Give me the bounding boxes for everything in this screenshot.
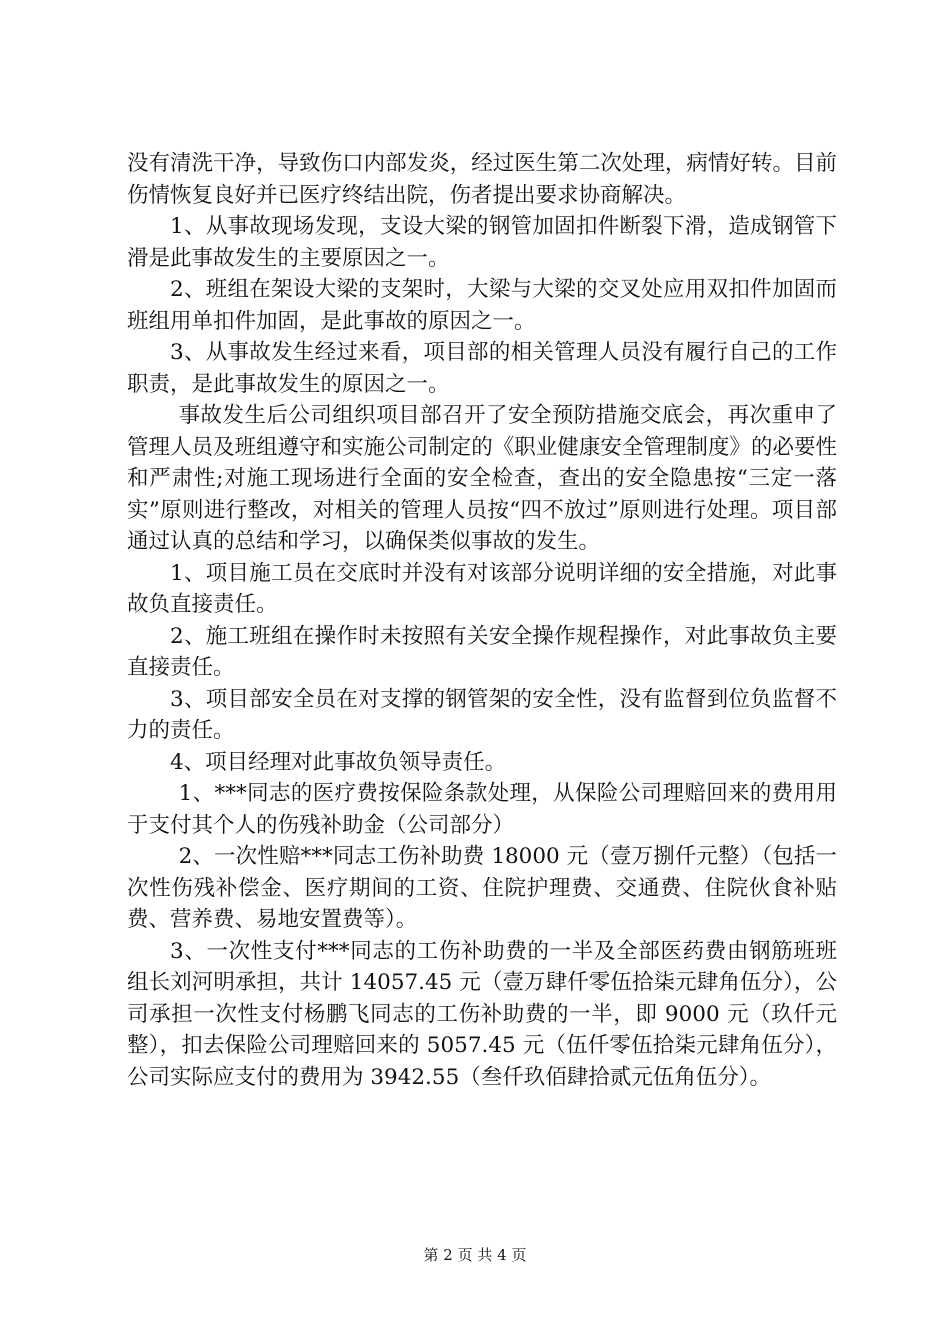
paragraph: 1、***同志的医疗费按保险条款处理，从保险公司理赔回来的费用用于支付其个人的伤残补助金（公司部分） <box>127 781 837 838</box>
page-number-label: 第 2 页 共 4 页 <box>423 1246 527 1264</box>
paragraph: 2、班组在架设大梁的支架时，大梁与大梁的交叉处应用双扣件加固而班组用单扣件加固，是此事故的原因之一。 <box>127 277 837 334</box>
paragraph: 4、项目经理对此事故负领导责任。 <box>170 749 507 775</box>
paragraph: 3、从事故发生经过来看，项目部的相关管理人员没有履行自己的工作职责，是此事故发生的原因之一。 <box>127 340 837 397</box>
page-footer <box>0 1244 950 1265</box>
paragraph: 1、从事故现场发现，支设大梁的钢管加固扣件断裂下滑，造成钢管下滑是此事故发生的主要原因之一。 <box>127 214 837 271</box>
paragraph: 2、一次性赔***同志工伤补助费 18000 元（壹万捌仟元整）（包括一次性伤残补偿金、医疗期间的工资、住院护理费、交通费、住院伙食补贴费、营养费、易地安置费等）。 <box>127 844 837 932</box>
paragraph: 1、项目施工员在交底时并没有对该部分说明详细的安全措施，对此事故负直接责任。 <box>127 560 837 617</box>
paragraph: 3、一次性支付***同志的工伤补助费的一半及全部医药费由钢筋班班组长刘河明承担，共计 14057.45 元（壹万肆仟零伍拾柒元肆角伍分），公司承担一次性支付杨鹏飞同志的工伤补助费的一半，即 9000 元（玖仟元整），扣去保险公司理赔回来的 5057.45 元（伍仟零伍拾柒元肆角伍分），公司实际应支付的费用为 3942.55（叁仟玖佰肆拾贰元伍角伍分）。 <box>127 938 837 1090</box>
document-body <box>127 148 837 1093</box>
paragraph: 没有清洗干净，导致伤口内部发炎，经过医生第二次处理，病情好转。目前伤情恢复良好并已医疗终结出院，伤者提出要求协商解决。 <box>127 151 837 208</box>
paragraph: 3、项目部安全员在对支撑的钢管架的安全性，没有监督到位负监督不力的责任。 <box>127 686 837 743</box>
paragraph: 2、施工班组在操作时未按照有关安全操作规程操作，对此事故负主要直接责任。 <box>127 623 837 680</box>
paragraph: 事故发生后公司组织项目部召开了安全预防措施交底会，再次重申了管理人员及班组遵守和实施公司制定的《职业健康安全管理制度》的必要性和严肃性;对施工现场进行全面的安全检查，查出的安全隐患按“三定一落实”原则进行整改，对相关的管理人员按“四不放过”原则进行处理。项目部通过认真的总结和学习，以确保类似事故的发生。 <box>127 403 837 554</box>
